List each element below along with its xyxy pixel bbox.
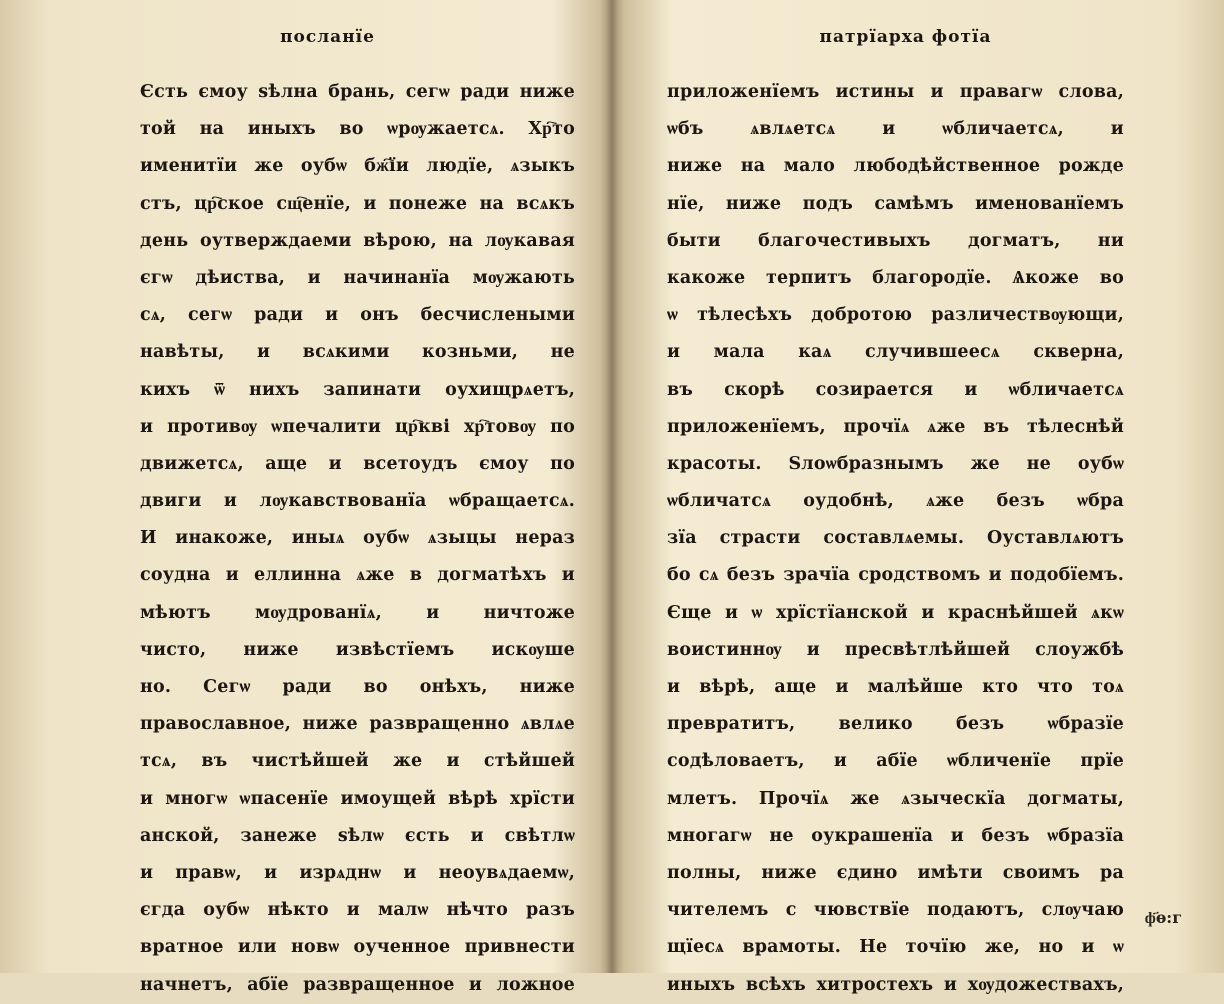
text-line: двиги и лѹкавствованїа ѡбращаетсѧ. bbox=[140, 491, 575, 512]
text-line: содѣловаетъ, и абїе ѡбличенїе прїе bbox=[667, 751, 1124, 772]
text-line: єгда оубѡ нѣкто и малѡ нѣчто разъ bbox=[140, 900, 575, 921]
text-line: мѣютъ мѹдрованїѧ, и ничтоже bbox=[140, 602, 575, 623]
signature-mark: ф҃ѳ:г bbox=[1144, 908, 1182, 927]
text-line: млетъ. Прочїѧ же ѧзыческїа догматы, bbox=[667, 788, 1124, 809]
text-line: именитїи же оубѡ бж҇їи людїе, ѧзыкъ bbox=[140, 156, 575, 177]
text-line: и мала каѧ случившеесѧ скверна, bbox=[667, 342, 1124, 363]
text-line: но. Сегѡ ради во онѣхъ, ниже bbox=[140, 677, 575, 697]
text-line: Єсть ємоу ѕѣлна брань, сегѡ ради ниже bbox=[140, 82, 575, 102]
text-line: иныхъ всѣхъ хитростехъ и хѹдожествахъ, bbox=[667, 974, 1124, 995]
text-line: воистиннѹ и пресвѣтлѣйшей слоужбѣ bbox=[667, 639, 1124, 660]
right-page bbox=[619, 0, 1224, 995]
text-line: начнетъ, абїе развращенное и ложное bbox=[140, 974, 575, 995]
text-line: приложенїемъ истины и правагѡ слова, bbox=[667, 82, 1124, 102]
text-line: тсѧ, въ чистѣйшей же и стѣйшей bbox=[140, 751, 575, 772]
text-line: ѡбличатсѧ оудобнѣ, ѧже безъ ѡбра bbox=[667, 491, 1124, 512]
text-line: стъ, цр҇ское сщ҇енїе, и понеже на всѧкъ bbox=[140, 193, 575, 214]
text-line: и многѡ ѡпасенїе имоущей вѣрѣ хрїсти bbox=[140, 788, 575, 809]
text-line: чителемъ с чювствїе подаютъ, слѹчаю bbox=[667, 900, 1124, 921]
text-line: полны, ниже єдино имѣти своимъ ра bbox=[667, 862, 1124, 883]
text-line: и противѹ ѡпечалити цр҇кві хр҇товѹ по bbox=[140, 416, 575, 437]
text-line: красоты. Ѕлоѡбразнымъ же не оубѡ bbox=[667, 453, 1124, 474]
right-text-block bbox=[667, 74, 1124, 1004]
text-line: многагѡ не оукрашенїа и безъ ѡбразїа bbox=[667, 825, 1124, 846]
text-line: превратитъ, велико безъ ѡбразїе bbox=[667, 714, 1124, 735]
text-line: бо сѧ безъ зрачїа сродствомъ и подобїемъ. bbox=[667, 565, 1124, 586]
text-line: Єще и ѡ хрїстїанской и краснѣйшей ѧкѡ bbox=[667, 602, 1124, 623]
left-running-head: посланїе bbox=[280, 27, 375, 47]
text-line: зїа страсти составлѧемы. Оуставлѧютъ bbox=[667, 528, 1124, 549]
text-line: той на иныхъ во ѡрѹжаетсѧ. Хр҇то bbox=[140, 119, 575, 140]
text-line: быти благочестивыхъ догматъ, ни bbox=[667, 230, 1124, 251]
text-line: соудна и еллинна ѧже в догматѣхъ и bbox=[140, 565, 575, 586]
text-line: И инакоже, иныѧ оубѡ ѧзыцы нераз bbox=[140, 528, 575, 549]
text-line: щїесѧ врамоты. Не точїю же, но и ѡ bbox=[667, 937, 1124, 958]
left-text-block bbox=[140, 74, 575, 1004]
text-line: движетсѧ, аще и всетоудъ ємоу по bbox=[140, 453, 575, 474]
text-line: въ скорѣ созирается и ѡбличаетсѧ bbox=[667, 379, 1124, 400]
text-line: нїе, ниже подъ самѣмъ именованїемъ bbox=[667, 193, 1124, 214]
text-line: ниже на мало любодѣйственное рожде bbox=[667, 156, 1124, 177]
right-running-head: патрїарха фотїа bbox=[819, 27, 992, 47]
text-line: сѧ, сегѡ ради и онъ бесчислеными bbox=[140, 305, 575, 326]
text-line: ѡбъ ѧвлѧетсѧ и ѡбличаетсѧ, и bbox=[667, 119, 1124, 140]
text-line: чисто, ниже извѣстїемъ искѹше bbox=[140, 639, 575, 660]
text-line: єгѡ дѣиства, и начинанїа мѹжають bbox=[140, 267, 575, 288]
text-line: день оутверждаеми вѣрою, на лѹкавая bbox=[140, 230, 575, 251]
text-line: навѣты, и всѧкими козньми, не bbox=[140, 342, 575, 363]
text-line: вратное или новѡ оученное привнести bbox=[140, 937, 575, 958]
text-line: кихъ ѿ нихъ запинати оухищрѧетъ, bbox=[140, 379, 575, 400]
text-line: и правѡ, и изрѧднѡ и неоувѧдаемѡ, bbox=[140, 862, 575, 883]
text-line: и вѣрѣ, аще и малѣйше кто что тоѧ bbox=[667, 677, 1124, 697]
text-line: православное, ниже развращенно ѧвлѧе bbox=[140, 714, 575, 735]
text-line: приложенїемъ, прочїѧ ѧже въ тѣлеснѣй bbox=[667, 416, 1124, 437]
text-line: анской, занеже ѕѣлѡ єсть и свѣтлѡ bbox=[140, 825, 575, 846]
text-line: какоже терпитъ благородїе. Ѧкоже во bbox=[667, 267, 1124, 288]
text-line: ѡ тѣлесѣхъ добротою различествѹющи, bbox=[667, 305, 1124, 326]
left-page bbox=[0, 0, 605, 995]
